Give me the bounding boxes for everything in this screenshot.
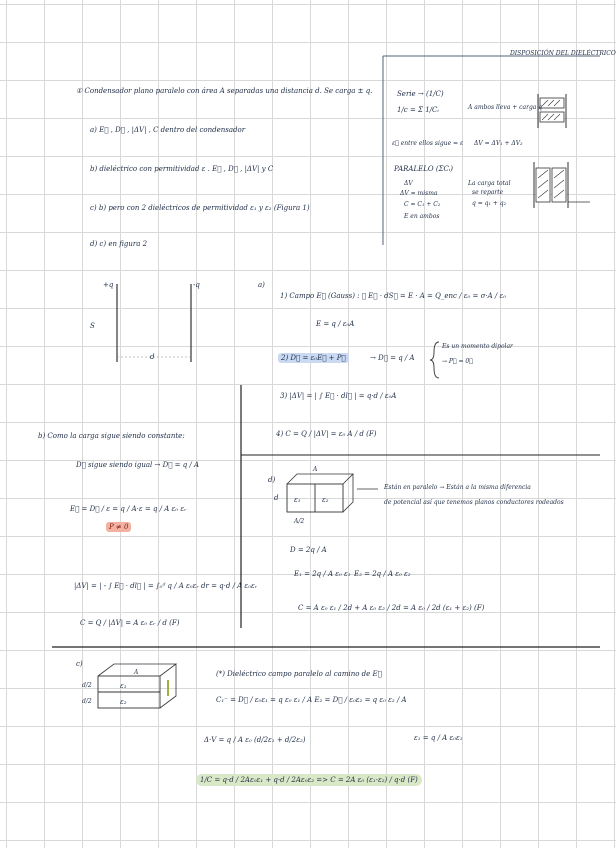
paralelo-side-1: La carga total: [468, 180, 511, 187]
problem-a: a) E⃗ , D⃗ , |ΔV| , C dentro del condensador: [90, 126, 246, 134]
plate-minus-label: -q: [193, 281, 200, 289]
part-d-label: d): [268, 476, 276, 484]
problem-b: b) dieléctrico con permitividad ε . E⃗ , D⃗ , |ΔV| y C: [90, 165, 274, 173]
serie-hatch: [542, 100, 560, 120]
plate-area-label: S: [90, 322, 95, 330]
part-b-line-2: E⃗ = D⃗ / ε = q / A·ε = q / A ε₀ εᵣ: [70, 505, 187, 513]
part-d-distance: d: [274, 494, 279, 502]
serie-formula-2: ΔV = ΔV₁ + ΔV₂: [474, 140, 523, 147]
part-c-line-1: C₁⁻ = D⃗ / ε₀ε₁ = q ε₀ ε₁ / A E₂ = D⃗ / ε₀ε₂ = q ε₀ ε₂ / A: [216, 696, 407, 704]
paralelo-line-2: ΔV = misma: [400, 190, 438, 197]
plate-distance-label: d: [150, 353, 155, 361]
part-b-title: b) Como la carga sigue siendo constante:: [38, 432, 185, 440]
part-b-line-4: C = Q / |ΔV| = A ε₀ εᵣ / d (F): [80, 619, 180, 627]
part-a-label: a): [258, 281, 265, 289]
serie-dielectric-1: [540, 98, 564, 108]
part-c-eps-2: ε₂: [120, 698, 127, 706]
part-a-line-2: 2) D⃗ = ε₀E⃗ + P⃗: [278, 354, 349, 362]
paralelo-line-3: C = C₁ + C₂: [404, 201, 441, 208]
part-d-line-2: E₁ = 2q / A ε₀ ε₁: [294, 570, 351, 578]
part-c-heading: (*) Dieléctrico campo paralelo al camino de E⃗: [216, 670, 382, 678]
serie-note: ε⃗ entre ellos sigue = ε: [392, 140, 464, 147]
part-a-line-1: 1) Campo E⃗ (Gauss) : ∮ E⃗ · dS⃗ = E · A = Q_enc / ε₀ = σ·A / ε₀: [280, 292, 507, 300]
part-b-tag: P ≠ 0: [106, 523, 131, 531]
part-d-note-1: Están en paralelo → Están a la misma diferencia: [384, 484, 531, 491]
part-d-half-area: A/2: [294, 518, 305, 525]
part-a-line-4: 4) C = Q / |ΔV| = ε₀ A / d (F): [276, 430, 377, 438]
paralelo-heading: PARALELO (ΣCᵢ): [394, 165, 453, 173]
part-a-line-2d: → P⃗ = 0⃗: [442, 358, 473, 365]
serie-dielectric-2: [540, 112, 564, 122]
part-c-line-2: Δ·V = q / A ε₀ (d/2ε₁ + d/2ε₂): [204, 736, 306, 744]
part-a-line-2b: → D⃗ = q / A: [370, 354, 415, 362]
part-d-line-3: C = A ε₀ ε₁ / 2d + A ε₀ ε₂ / 2d = A ε₀ / 2d (ε₁ + ε₂) (F): [298, 604, 485, 612]
part-a-line-1b: E = q / ε₀A: [316, 320, 355, 328]
part-a-line-2c: Es un momento dipolar: [442, 343, 513, 350]
paralelo-side-2: se reparte: [472, 189, 504, 196]
paralelo-dielectric-2: [552, 168, 566, 202]
problem-d: d) c) en figura 2: [90, 240, 148, 248]
part-b-line-3: |ΔV| = | - ∫ E⃗ · dl⃗ | = ∫₀ᵈ q / A ε₀εᵣ dr = q·d / A ε₀εᵣ: [74, 582, 258, 590]
problem-title: ① Condensador plano paralelo con área A separadas una distancia d. Se carga ± q.: [76, 87, 373, 95]
part-d-eps-1: ε₁: [294, 496, 301, 504]
serie-side-note: A ambos lleva + carga q: [468, 104, 543, 111]
problem-c: c) b) pero con 2 dieléctricos de permitividad ε₁ y ε₂ (Figura 1): [90, 204, 310, 212]
part-b-line-1: D⃗ sigue siendo igual → D⃗ = q / A: [76, 461, 200, 469]
part-c-label: c): [76, 660, 83, 668]
part-a-line-3: 3) |ΔV| = | ∫ E⃗ · dl⃗ | = q·d / ε₀A: [280, 392, 397, 400]
serie-heading: Serie → (1/C): [397, 90, 444, 98]
part-c-area: A: [134, 669, 139, 676]
part-d-line-2b: E₂ = 2q / A ε₀ ε₂: [354, 570, 411, 578]
part-c-line-3: 1/C = q·d / 2Aε₀ε₁ + q·d / 2Aε₀ε₂ => C = 2A ε₀ (ε₁·ε₂) / q·d (F): [196, 776, 422, 784]
part-c-line-2b: ε₁ = q / A ε₀ε₁: [414, 734, 463, 742]
serie-formula: 1/c = Σ 1/Cᵢ: [397, 106, 439, 114]
part-c-half-2: d/2: [82, 698, 92, 705]
part-c-eps-1: ε₁: [120, 682, 127, 690]
part-c-half-1: d/2: [82, 682, 92, 689]
paralelo-line-1: ΔV: [404, 180, 413, 187]
paralelo-dielectric-1: [536, 168, 550, 202]
part-d-line-1: D = 2q / A: [290, 546, 327, 554]
paralelo-side-3: q = q₁ + q₂: [472, 200, 507, 207]
paralelo-line-4: E en ambos: [404, 213, 440, 220]
box-title: DISPOSICIÓN DEL DIELÉCTRICO: [510, 50, 616, 57]
part-d-eps-2: ε₂: [322, 496, 329, 504]
part-d-area: A: [313, 466, 318, 473]
part-d-note-2: de potencial así que tenemos planos conductores rodeados: [384, 499, 564, 506]
plate-plus-label: +q: [103, 281, 114, 289]
